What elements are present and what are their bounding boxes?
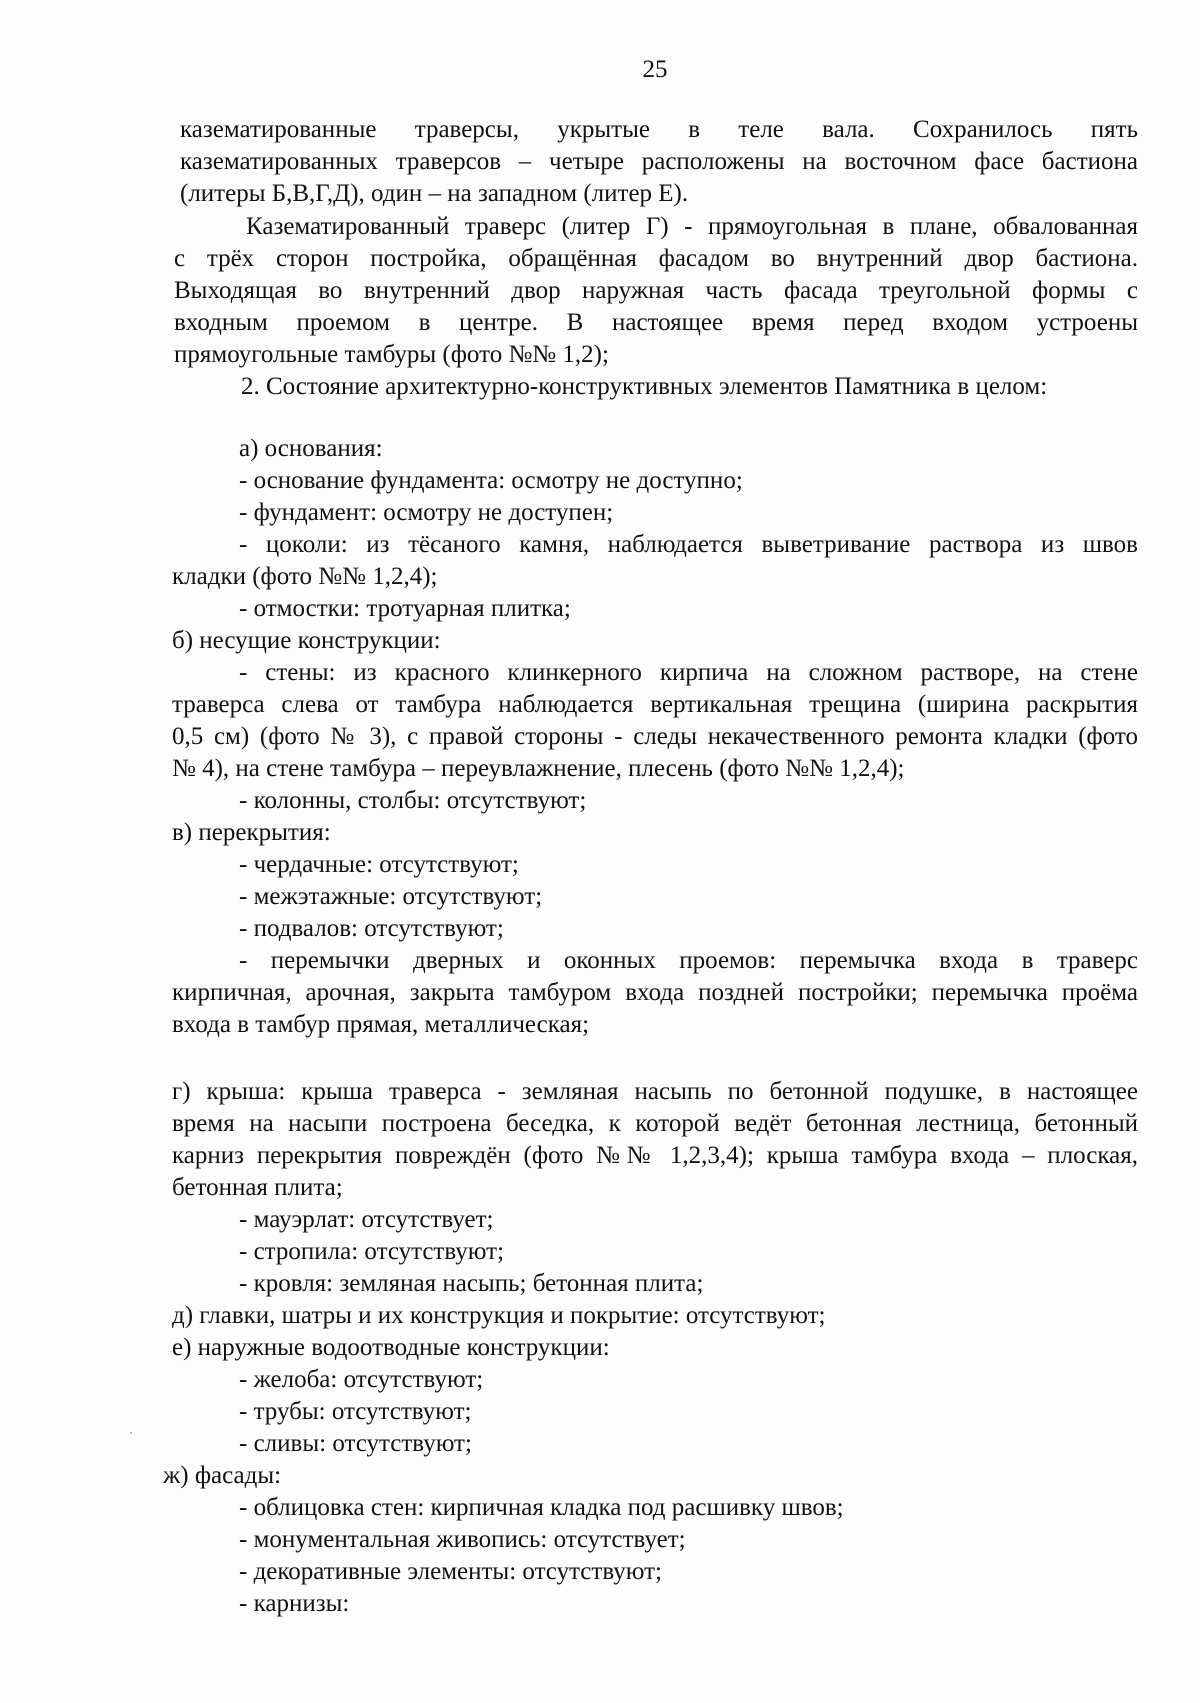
list-item: - мауэрлат: отсутствует;	[239, 1206, 494, 1233]
list-item-continuation: № 4), на стене тамбура – переувлажнение, плесень (фото №№ 1,2,4);	[172, 755, 905, 782]
list-item-continuation: время на насыпи построена беседка, к которой ведёт бетонная лестница, бетонный	[172, 1110, 1138, 1137]
list-item: - цоколи: из тёсаного камня, наблюдается выветривание раствора из швов	[239, 531, 1138, 558]
text-line: Выходящая во внутренний двор наружная часть фасада треугольной формы с	[174, 277, 1138, 304]
list-item: - отмостки: тротуарная плитка;	[239, 595, 571, 622]
list-item-continuation: траверса слева от тамбура наблюдается вертикальная трещина (ширина раскрытия	[172, 691, 1138, 718]
list-item: - кровля: земляная насыпь; бетонная плита;	[239, 1270, 704, 1297]
list-item: - стропила: отсутствуют;	[239, 1238, 505, 1265]
text-line: казематированные траверсы, укрытые в теле вала. Сохранилось пять	[180, 116, 1138, 143]
scan-speck	[130, 1432, 132, 1434]
list-item-continuation: бетонная плита;	[172, 1174, 343, 1201]
list-item: - монументальная живопись: отсутствует;	[239, 1526, 686, 1553]
text-line: казематированных траверсов – четыре расположены на восточном фасе бастиона	[180, 148, 1138, 175]
page-number: 25	[642, 56, 668, 83]
text-line: входным проемом в центре. В настоящее время перед входом устроены	[174, 309, 1138, 336]
list-item-continuation: кирпичная, арочная, закрыта тамбуром входа поздней постройки; перемычка проёма	[172, 979, 1138, 1006]
list-item: - сливы: отсутствуют;	[239, 1430, 472, 1457]
subsection-heading: б) несущие конструкции:	[172, 627, 441, 654]
list-item: - декоративные элементы: отсутствуют;	[239, 1558, 662, 1585]
subsection-heading: е) наружные водоотводные конструкции:	[172, 1334, 610, 1361]
section-heading: 2. Состояние архитектурно-конструктивных элементов Памятника в целом:	[241, 373, 1048, 400]
list-item: - чердачные: отсутствуют;	[239, 851, 519, 878]
subsection-heading: ж) фасады:	[163, 1462, 282, 1489]
text-line: Казематированный траверс (литер Г) - прямоугольная в плане, обвалованная	[246, 213, 1138, 240]
list-item: - колонны, столбы: отсутствуют;	[239, 787, 587, 814]
subsection-heading: в) перекрытия:	[172, 819, 331, 846]
list-item-continuation: кладки (фото №№ 1,2,4);	[172, 563, 438, 590]
list-item: - карнизы:	[239, 1590, 350, 1617]
list-item-continuation: карниз перекрытия повреждён (фото №№ 1,2,3,4); крыша тамбура входа – плоская,	[172, 1142, 1138, 1169]
list-item-continuation: входа в тамбур прямая, металлическая;	[172, 1011, 590, 1038]
list-item: - основание фундамента: осмотру не доступно;	[239, 467, 743, 494]
text-line: (литеры Б,В,Г,Д), один – на западном (литер Е).	[180, 180, 689, 207]
subsection-heading: г) крыша: крыша траверса - земляная насыпь по бетонной подушке, в настоящее	[172, 1078, 1138, 1105]
text-line: прямоугольные тамбуры (фото №№ 1,2);	[174, 341, 609, 368]
list-item: - перемычки дверных и оконных проемов: перемычка входа в траверс	[239, 947, 1138, 974]
list-item: - желоба: отсутствуют;	[239, 1366, 484, 1393]
list-item: - облицовка стен: кирпичная кладка под расшивку швов;	[239, 1494, 844, 1521]
list-item: - межэтажные: отсутствуют;	[239, 883, 543, 910]
text-line: с трёх сторон постройка, обращённая фасадом во внутренний двор бастиона.	[174, 245, 1138, 272]
subsection-heading: а) основания:	[239, 435, 383, 462]
list-item-continuation: 0,5 см) (фото № 3), с правой стороны - следы некачественного ремонта кладки (фото	[172, 723, 1138, 750]
list-item: - стены: из красного клинкерного кирпича на сложном растворе, на стене	[239, 659, 1138, 686]
list-item: - подвалов: отсутствуют;	[239, 915, 504, 942]
subsection-heading: д) главки, шатры и их конструкция и покрытие: отсутствуют;	[172, 1302, 826, 1329]
list-item: - фундамент: осмотру не доступен;	[239, 499, 614, 526]
list-item: - трубы: отсутствуют;	[239, 1398, 472, 1425]
